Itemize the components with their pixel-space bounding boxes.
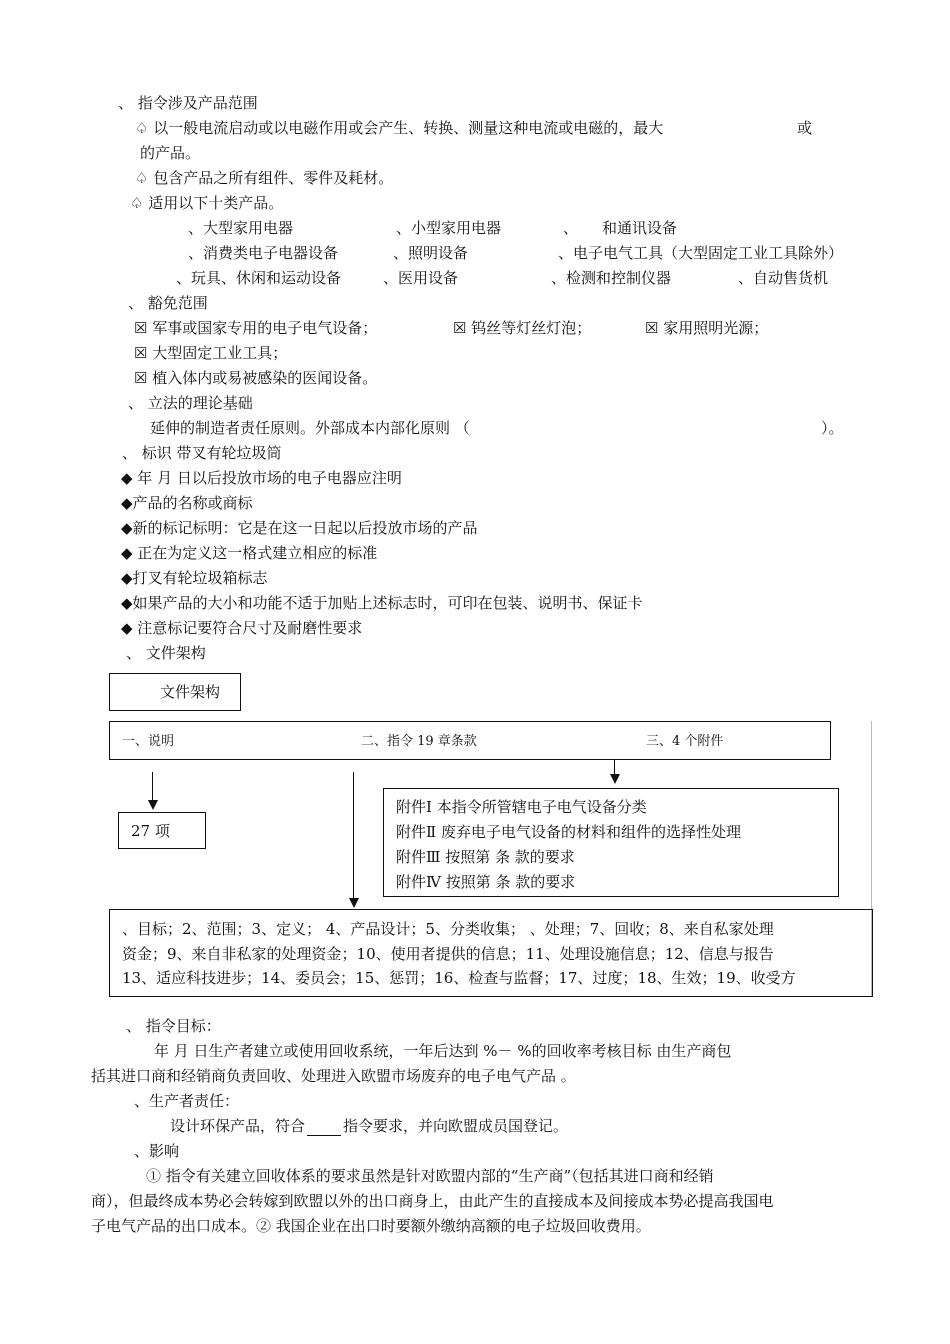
label-item: ◆ 年 月 日以后投放市场的电子电器应注明	[121, 469, 402, 487]
exemption-item: ☒ 钨丝等灯丝灯泡；	[453, 319, 592, 337]
chapters-box	[109, 909, 873, 997]
label-item: ◆新的标记标明：它是在这一日起以后投放市场的产品	[121, 519, 478, 537]
chapters-line: 13、适应科技进步；14、委员会；15、惩罚；16、检查与监督；17、过度；18、生效；19、收受方	[122, 969, 796, 987]
theory-text: 延伸的制造者责任原则。外部成本内部化原则 （	[150, 419, 470, 437]
arrow-head	[610, 774, 620, 784]
arrow-line	[353, 772, 354, 900]
top-item-chapters: 二、指令 19 章条款	[361, 734, 477, 749]
scope-bullet-1-cont: 的产品。	[140, 144, 201, 162]
section-exemption-heading: 、 豁免范围	[128, 294, 208, 312]
blank-underline	[307, 1121, 341, 1136]
items-27-box	[118, 812, 206, 849]
annex-item: 附件Ⅳ 按照第 条 款的要求	[396, 873, 576, 891]
section-theory-heading: 、 立法的理论基础	[128, 394, 253, 412]
chapters-line: 、目标；2、范围；3、定义； 4、产品设计；5、分类收集； 、处理；7、回收；8、来自私家处理	[122, 920, 774, 938]
category-item: 、玩具、休闲和运动设备	[176, 269, 342, 287]
annex-item: 附件Ⅲ 按照第 条 款的要求	[396, 848, 575, 866]
exemption-item: ☒ 家用照明光源；	[645, 319, 769, 337]
section-impact-heading: 、影响	[134, 1142, 180, 1160]
section-objective-heading: 、 指令目标：	[126, 1017, 221, 1035]
impact-line-1: ① 指令有关建立回收体系的要求虽然是针对欧盟内部的“生产商”（包括其进口商和经销	[146, 1167, 714, 1185]
arrow-head	[349, 898, 359, 908]
diagram-title: 文件架构	[160, 683, 221, 701]
label-item: ◆ 注意标记要符合尺寸及耐磨性要求	[121, 619, 363, 637]
chapters-line: 资金；9、来自非私家的处理资金；10、使用者提供的信息；11、处理设施信息；12、信息与报告	[122, 945, 774, 963]
category-item: 和通讯设备	[602, 219, 678, 237]
section-label-heading: 、 标识 带叉有轮垃圾筒	[122, 444, 282, 462]
category-item: 、小型家用电器	[396, 219, 502, 237]
theory-text-close: ）。	[821, 419, 844, 437]
objective-line-2: 括其进口商和经销商负责回收、处理进入欧盟市场废弃的电子电气产品 。	[91, 1067, 576, 1085]
top-item-explanation: 一、说明	[122, 734, 175, 749]
annex-item: 附件Ⅰ 本指令所管辖电子电气设备分类	[396, 798, 647, 816]
annex-box	[383, 788, 839, 897]
category-item: 、照明设备	[393, 244, 469, 262]
objective-line-1: 年 月 日生产者建立或使用回收系统，一年后达到 %－ %的回收率考核目标 由生产商包	[154, 1042, 732, 1060]
impact-line-2: 商），但最终成本势必会转嫁到欧盟以外的出口商身上，由此产生的直接成本及间接成本势必提高我国电	[91, 1192, 774, 1210]
scope-bullet-3: ♤ 适用以下十类产品。	[130, 194, 284, 212]
diagram-title-box	[109, 673, 241, 711]
annex-item: 附件Ⅱ 废弃电子电气设备的材料和组件的选择性处理	[396, 823, 741, 841]
items-27-label: 27 项	[131, 822, 170, 840]
exemption-item: ☒ 军事或国家专用的电子电气设备；	[134, 319, 378, 337]
exemption-item: ☒ 植入体内或易被感染的医闻设备。	[134, 369, 378, 387]
section-scope-heading: 、 指令涉及产品范围	[118, 94, 258, 112]
label-item: ◆ 正在为定义这一格式建立相应的标准	[121, 544, 378, 562]
category-item: 、大型家用电器	[188, 219, 294, 237]
category-item: 、电子电气工具（大型固定工业工具除外）	[558, 244, 844, 262]
arrow-head	[148, 800, 158, 810]
category-item: 、自动售货机	[738, 269, 829, 287]
label-item: ◆产品的名称或商标	[121, 494, 253, 512]
arrow-line	[152, 772, 153, 802]
category-item: 、	[563, 219, 579, 237]
section-structure-heading: 、 文件架构	[126, 644, 206, 662]
scope-bullet-2: ♤ 包含产品之所有组件、零件及耗材。	[135, 169, 394, 187]
label-item: ◆如果产品的大小和功能不适于加贴上述标志时，可印在包装、说明书、保证卡	[121, 594, 643, 612]
producer-text	[170, 1116, 568, 1136]
section-producer-heading: 、生产者责任：	[134, 1092, 240, 1110]
diagram-top-box	[109, 721, 831, 760]
producer-text-pre: 设计环保产品，符合	[170, 1117, 306, 1135]
scope-bullet-1-or: 或	[797, 119, 813, 137]
category-item: 、医用设备	[383, 269, 459, 287]
impact-line-3: 子电气产品的出口成本。② 我国企业在出口时要额外缴纳高额的电子垃圾回收费用。	[91, 1217, 651, 1235]
scope-bullet-1: ♤ 以一般电流启动或以电磁作用或会产生、转换、测量这种电流或电磁的，最大	[135, 119, 664, 137]
top-item-annexes: 三、4 个附件	[646, 734, 724, 749]
exemption-item: ☒ 大型固定工业工具；	[134, 344, 288, 362]
label-item: ◆打叉有轮垃圾箱标志	[121, 569, 268, 587]
category-item: 、检测和控制仪器	[551, 269, 672, 287]
producer-text-post: 指令要求，并向欧盟成员国登记。	[343, 1117, 569, 1135]
category-item: 、消费类电子电器设备	[188, 244, 339, 262]
